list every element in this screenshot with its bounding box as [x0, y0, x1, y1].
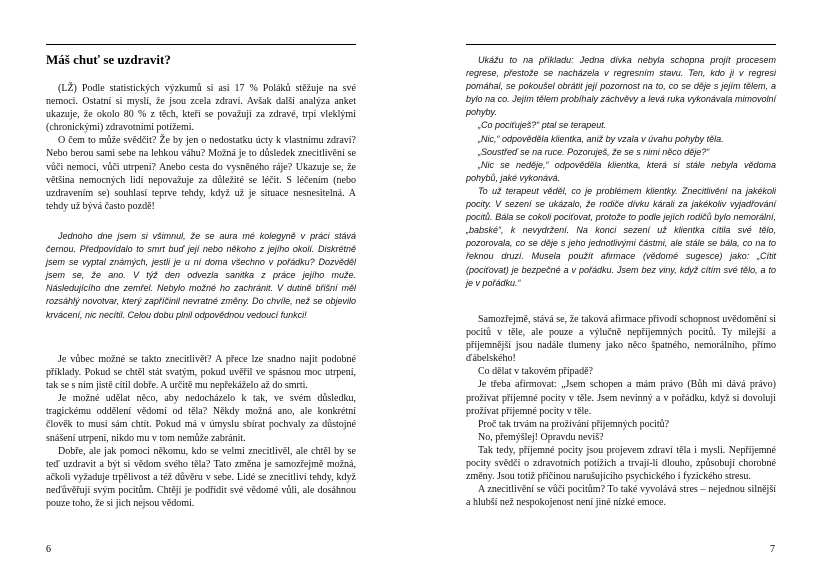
top-rule-left: [46, 44, 356, 45]
paragraph: Dobře, ale jak pomoci někomu, kdo se velmi znecitlivěl, ale chtěl by se teď uzdravit a být si vědom svého těla? Tato změna je samozřejmě možná, ačkoli vyžaduje trpělivost a též důvěru v sebe. Lidé se znecitliví tehdy, když neďůvěřují svým pocitům. Chtějí je podřídit své vědomé vůli, ale dosáhnou pouze toho, že si jich nejsou vědomi.: [46, 445, 356, 510]
paragraph: Je vůbec možné se takto znecitlivět? A přece lze snadno najít podobné příklady. Pokud se chtěl stát svatým, pokud uvěřil ve spásnou moc utrpení, tak se s ním jistě cítil dobře. A určitě mu nepřekáželo až do smrti.: [46, 354, 356, 392]
page-number-right: 7: [770, 544, 775, 555]
page-title: Máš chuť se uzdravit?: [46, 52, 171, 67]
paragraph: Je možné udělat něco, aby nedocházelo k tak, ve svém důsledku, tragickému oddělení vědomí od těla? Někdy možná ano, ale konkrétní člověk to musí sám chtít. Pokud má v úmyslu sbírat pochvaly za důstojné snášení utrpení, nikdo mu v tom nemůže zabránit.: [46, 393, 356, 444]
right-italic-block: [466, 54, 776, 290]
paragraph: Je třeba afirmovat: „Jsem schopen a mám právo (Bůh mi dává právo) prožívat příjemné pocity v těle. Jsem nevinný a v pořádku, když si dovoluji prožívat příjemné pocity v těle.: [466, 379, 776, 417]
page-number-left: 6: [46, 544, 51, 555]
top-rule-right: [466, 44, 776, 45]
paragraph: Tak tedy, příjemné pocity jsou projevem zdraví těla i mysli. Nepříjemné pocity svědčí o zdravotních potížích a trvají-li dlouho, způsobují chorobné změny. Jsou totiž příčinou narušujícího psychického i fyzického stresu.: [466, 444, 776, 483]
paragraph: (LŽ) Podle statistických výzkumů si asi 17 % Poláků stěžuje na své nemoci. Ostatní si myslí, že jsou zcela zdraví. Avšak další analýza anket ukazuje, že okolo 80 % z těch, kteří se považují za zdravé, trpí vleklými (chronickými) zdravotními potížemi.: [46, 83, 356, 134]
paragraph: O čem to může svědčit? Že by jen o nedostatku úcty k vlastnímu zdraví? Nebo berou sami sebe na lehkou váhu? Možná je to důsledek znecitlivění se vůči nemoci, vůči utrpení? Anebo cesta do vysněného ráje? Ukazuje se, že většina nemocných lidí nepovažuje za důležité se léčit. S léčením (nebo uzdravením se) souhlasí teprve tehdy, když už je situace nesnesitelná. A tehdy už bývá často pozdě!: [46, 135, 356, 212]
italic-paragraph: Ukážu to na příkladu: Jedna dívka nebyla schopna projít procesem regrese, přestože se nacházela v regresním stavu. Ten, kdo ji v regresi pomáhal, se pokoušel obrátit její pozornost na to, co se děje s jejím tělem, a bylo na co. Jejím tělem probíhaly záchvěvy a levá ruka vykonávala mimovolní pohyby.: [466, 55, 776, 118]
left-section-2: [46, 353, 356, 510]
right-section: [466, 313, 776, 509]
dialogue-line: „Soustřeď se na ruce. Pozoruješ, že se s nimi něco děje?“: [478, 146, 710, 157]
dialogue-line: „Co pociťuješ?“ ptal se terapeut.: [478, 120, 607, 131]
paragraph: No, přemýšlej! Opravdu nevíš?: [478, 431, 604, 443]
paragraph: Samozřejmě, stává se, že taková afirmace přivodí schopnost uvědomění si pocitů v těle, ale pouze a výlučně nepříjemných pocitů. Ty milejší a příjemnější jsou nadále tlumeny jako něco špatného, nemorálního, přímo ďábelského!: [466, 314, 776, 365]
dialogue-line: „Nic se neděje,“ odpověděla klientka, která si stále nebyla vědoma pohybů, jaké vykonává.: [466, 159, 776, 183]
italic-paragraph: Jednoho dne jsem si všimnul, že se aura mé kolegyně v práci stává černou. Předpovídalo to smrt buď její nebo někoho z jejího okolí. Diskrétně jsem se vyptal známých, jestli je u ní doma všechno v pořádku? Dozvěděl jsem se, že ano. V týž den odvezla sanitka z práce jejího muže. Následujícího dne zemřel. Nebylo možné ho zachránit. V dutině břišní měl rozsáhlý novotvar, který zapříčinil nevratné změny. Do chvíle, než se objevilo krvácení, nic necítil. Celou dobu plnil odpovědnou vedoucí funkci!: [46, 231, 356, 320]
left-italic-block: [46, 230, 356, 322]
paragraph: Co dělat v takovém případě?: [478, 366, 593, 378]
paragraph: A znecitlivění se vůči pocitům? To také vyvolává stres – nejednou silnější a hlubší než nespokojenost není jiné nízké emoce.: [466, 484, 776, 509]
paragraph: Proč tak trvám na prožívání příjemných pocitů?: [478, 418, 670, 430]
italic-paragraph: To už terapeut věděl, co je problémem klientky. Znecitlivění na jakékoli pocity. V sezení se ukázalo, že rodiče dívku kárali za jakékoliv vyjadřování pocitů. Bála se cokoli pociťovat, protože to podle jejích rodičů bylo nemorální, „babské“, k nevydržení. Na konci sezení už klientka cítila své tělo, pozorovala, co se děje s jeho jednotlivými částmi, ale stále se bála, co na to řeknou druzí. Musela použít afirmace (vědomé sugesce) jako: „Cítit (pociťovat) je bezpečné a v pořádku. Jsem bez viny, když cítím své tělo, a to je v pořádku.“: [466, 185, 776, 288]
left-section-1: [46, 82, 356, 213]
dialogue-line: „Nic,“ odpověděla klientka, aniž by vzala v úvahu pohyby těla.: [478, 133, 724, 144]
